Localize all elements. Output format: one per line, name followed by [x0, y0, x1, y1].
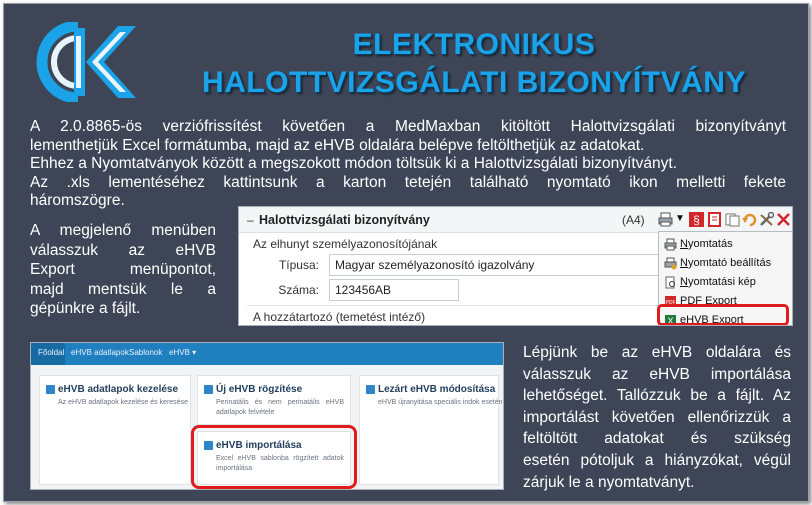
print-preview-icon — [664, 276, 677, 289]
paragraph-icon[interactable] — [689, 212, 704, 227]
import-line: lehetőséget. Tallózzuk be a fájlt. Az — [523, 387, 791, 405]
svg-text:X: X — [667, 316, 674, 326]
type-field[interactable]: Magyar személyazonosító igazolvány — [329, 254, 659, 276]
import-line: Lépjünk be az eHVB oldalára és — [523, 344, 791, 361]
nav-item-ehvb-sheets[interactable]: eHVB adatlapok — [71, 348, 129, 357]
type-label: Típusa: — [278, 258, 319, 272]
export-line: válasszuk az eHVB — [30, 241, 216, 259]
printer-icon — [664, 238, 677, 251]
export-line: Export menüpontot, — [30, 261, 216, 279]
slide — [3, 3, 809, 502]
undo-icon[interactable] — [742, 212, 757, 227]
form-title: Halottvizsgálati bizonyítvány — [259, 213, 430, 227]
intro-line: háromszögre. — [30, 192, 125, 209]
import-line: esetén pótoljuk a hiányzókat, végül — [523, 451, 791, 469]
export-line: majd mentsük le a — [30, 280, 216, 298]
import-line: feltöltött adatokat és szükség — [523, 430, 791, 448]
page-format: (A4) — [622, 213, 645, 227]
printer-icon[interactable] — [658, 212, 673, 227]
menu-item-pdf-export[interactable]: PDF PDF Export — [665, 295, 737, 307]
card-description: Perinatális és nem perinatális eHVB adatlapok felvétele — [216, 399, 344, 416]
card-title: Új eHVB rögzítése — [216, 384, 303, 395]
svg-text:§: § — [693, 213, 700, 227]
menu-item-ehvb-export[interactable]: X eHVB Export — [661, 311, 789, 326]
card-title: eHVB importálása — [216, 440, 302, 451]
logo-icon — [36, 22, 140, 102]
card-ehvb-sheets[interactable] — [39, 375, 191, 485]
menu-item-print[interactable]: Nyomtatás — [661, 235, 789, 254]
card-new-ehvb[interactable] — [197, 375, 351, 425]
import-paragraph — [523, 342, 791, 493]
tools-icon[interactable] — [759, 212, 774, 227]
ehvb-screenshot — [30, 342, 504, 490]
title-line-2: HALOTTVIZSGÁLATI BIZONYÍTVÁNY — [202, 66, 746, 99]
nav-item-ehvb-menu[interactable]: eHVB ▾ — [169, 348, 197, 357]
nav-item-home[interactable]: Főoldal — [38, 348, 65, 357]
ehvb-import-highlight — [191, 425, 357, 489]
section-heading-relative: A hozzátartozó (temetést intéző) — [253, 310, 426, 324]
card-title: Lezárt eHVB módosítása — [378, 384, 496, 395]
document-icon[interactable] — [707, 212, 722, 227]
section-heading-deceased-id: Az elhunyt személyazonosítójának — [253, 237, 438, 251]
menu-item-printer-settings[interactable]: Nyomtató beállítás — [661, 254, 789, 273]
card-closed-ehvb[interactable] — [359, 375, 503, 485]
card-description: eHVB újranyitása speciális indok esetén — [378, 399, 503, 406]
lock-icon — [366, 385, 375, 394]
ehvb-navbar — [31, 343, 503, 365]
menu-item-print-preview[interactable]: Nyomtatási kép — [661, 273, 789, 292]
import-line: válasszuk az eHVB importálása — [523, 365, 791, 383]
export-line: A megjelenő menüben — [30, 222, 216, 239]
number-label: Száma: — [278, 283, 319, 297]
title-line-1: ELEKTRONIKUS — [352, 28, 596, 61]
intro-line: Ehhez a Nyomtatványok között a megszokott módon töltsük ki a Halottvizsgálati bizonyítványt. — [30, 155, 678, 172]
divider — [247, 305, 659, 306]
chevron-down-icon[interactable]: ▼ — [675, 213, 685, 224]
card-title: eHVB adatlapok kezelése — [58, 384, 179, 395]
svg-text:PDF: PDF — [665, 300, 676, 306]
plus-icon — [204, 385, 213, 394]
card-description: Excel eHVB sablonba rögzített adatok importálása — [216, 455, 344, 472]
intro-paragraph — [30, 118, 786, 211]
import-line: zárjuk le a nyomtatványt. — [523, 473, 695, 491]
ehvb-export-highlight — [657, 304, 789, 326]
export-paragraph — [30, 222, 216, 320]
intro-line: lementhetjük Excel formátumba, majd az eHVB oldalára belépve feltölthetjük az adatokat. — [30, 136, 645, 154]
intro-line: Az .xls lementéséhez kattintsunk a karton tetején található nyomtató ikon melletti fekete — [30, 173, 786, 191]
intro-line: A 2.0.8865-ös verziófrissítést követően a MedMaxban kitöltött Halottvizsgálati bizonyítványt — [30, 118, 786, 135]
nav-item-templates[interactable]: Sablonok — [129, 348, 163, 357]
collapse-icon[interactable]: – — [247, 213, 254, 227]
close-icon[interactable] — [776, 212, 791, 227]
export-line: gépünkre a fájlt. — [30, 300, 141, 318]
card-description: Az eHVB adatlapok kezelése és keresése — [58, 399, 188, 406]
form-header — [239, 207, 792, 233]
import-line: importálást követően ellenőrizzük a — [523, 408, 791, 426]
form-screenshot — [238, 206, 793, 326]
number-field[interactable]: 123456AB — [329, 279, 459, 301]
copy-icon[interactable] — [725, 212, 740, 227]
printer-settings-icon — [664, 257, 677, 270]
card-icon — [46, 385, 55, 394]
